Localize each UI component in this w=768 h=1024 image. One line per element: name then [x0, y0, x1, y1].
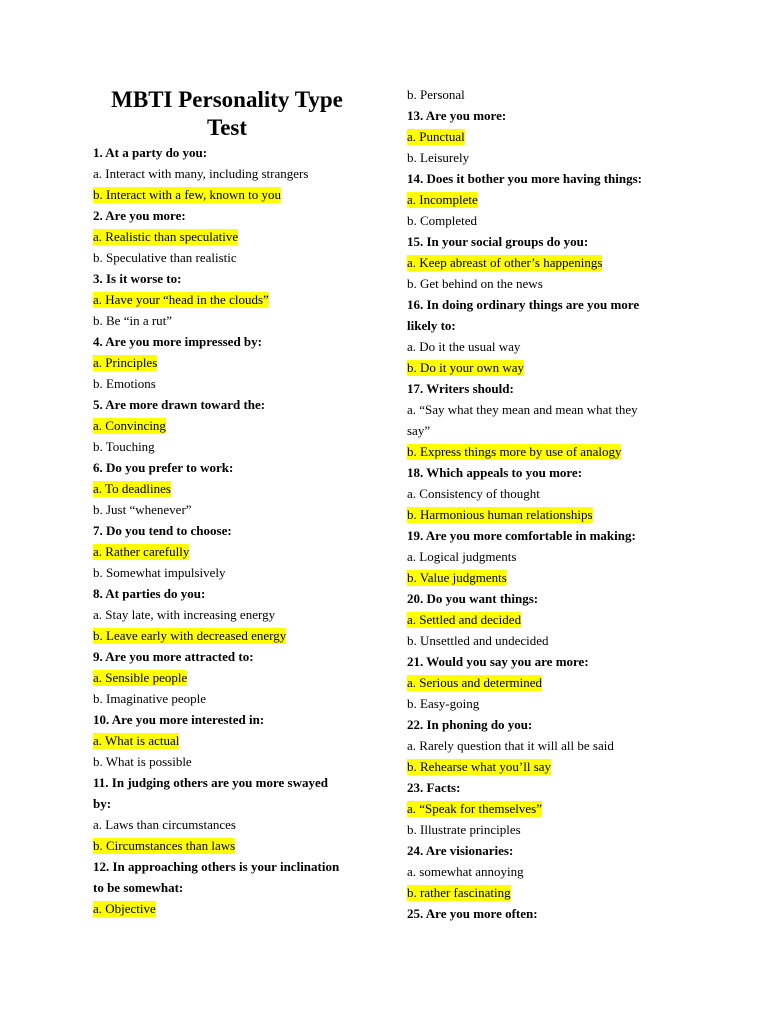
selected-answer-label: b. Harmonious human relationships [407, 507, 593, 522]
answer-option [407, 420, 430, 441]
question-text-label: 3. Is it worse to: [93, 271, 182, 286]
answer-option-label: a. “Say what they mean and mean what they [407, 402, 638, 417]
question-text-label: 11. In judging others are you more swayed [93, 775, 328, 790]
selected-answer [407, 126, 465, 147]
answer-option-label: a. Rarely question that it will all be said [407, 738, 614, 753]
selected-answer [407, 756, 551, 777]
question-text-label: 21. Would you say you are more: [407, 654, 589, 669]
question-text-label: 2. Are you more: [93, 208, 186, 223]
answer-option-label: say” [407, 423, 431, 438]
selected-answer-label: a. Rather carefully [93, 544, 190, 559]
answer-option [407, 210, 477, 231]
selected-answer [407, 882, 511, 903]
question-text [93, 709, 264, 730]
question-text [93, 877, 183, 898]
selected-answer-label: a. “Speak for themselves” [407, 801, 543, 816]
answer-option [407, 336, 520, 357]
selected-answer-label: b. Value judgments [407, 570, 507, 585]
answer-option-label: a. Interact with many, including strangers [93, 166, 309, 181]
selected-answer-label: b. Rehearse what you’ll say [407, 759, 552, 774]
question-text-label: 4. Are you more impressed by: [93, 334, 262, 349]
question-text [407, 105, 506, 126]
question-text [93, 646, 254, 667]
answer-option [93, 310, 172, 331]
answer-option-label: b. Easy-going [407, 696, 480, 711]
answer-option [407, 546, 516, 567]
answer-option [93, 373, 156, 394]
selected-answer [93, 226, 238, 247]
answer-option [407, 861, 524, 882]
question-text [407, 588, 538, 609]
selected-answer-label: a. Principles [93, 355, 158, 370]
question-text-label: 9. Are you more attracted to: [93, 649, 254, 664]
selected-answer-label: a. Objective [93, 901, 156, 916]
answer-option-label: a. somewhat annoying [407, 864, 524, 879]
page-title: MBTI Personality Type Test [111, 87, 343, 140]
answer-option [407, 630, 549, 651]
question-text-label: 6. Do you prefer to work: [93, 460, 234, 475]
question-text [407, 294, 639, 315]
question-text-label: 16. In doing ordinary things are you more [407, 297, 640, 312]
selected-answer [93, 730, 179, 751]
selected-answer-label: a. Keep abreast of other’s happenings [407, 255, 603, 270]
question-text [407, 651, 589, 672]
answer-option-label: b. Be “in a rut” [93, 313, 173, 328]
question-text [407, 777, 460, 798]
selected-answer-label: a. What is actual [93, 733, 180, 748]
selected-answer-label: a. Serious and determined [407, 675, 543, 690]
question-text [407, 231, 588, 252]
question-text-label: 7. Do you tend to choose: [93, 523, 232, 538]
answer-option-label: b. Completed [407, 213, 478, 228]
question-text-label: 18. Which appeals to you more: [407, 465, 583, 480]
answer-option [407, 735, 614, 756]
question-text [93, 856, 339, 877]
answer-option-label: b. Get behind on the news [407, 276, 543, 291]
question-text-label: 24. Are visionaries: [407, 843, 514, 858]
answer-option [407, 399, 638, 420]
answer-option [93, 751, 192, 772]
selected-answer [93, 478, 171, 499]
answer-option [407, 273, 543, 294]
question-text [407, 315, 456, 336]
answer-option-label: a. Laws than circumstances [93, 817, 236, 832]
selected-answer-label: a. Punctual [407, 129, 465, 144]
selected-answer [93, 625, 286, 646]
question-text [407, 840, 513, 861]
question-text [93, 142, 207, 163]
question-text-label: to be somewhat: [93, 880, 184, 895]
selected-answer-label: a. Sensible people [93, 670, 188, 685]
question-text-label: likely to: [407, 318, 456, 333]
selected-answer [93, 415, 166, 436]
question-text [407, 168, 642, 189]
answer-option-label: a. Stay late, with increasing energy [93, 607, 276, 622]
question-text-label: 8. At parties do you: [93, 586, 206, 601]
answer-option [407, 483, 540, 504]
question-text-label: 1. At a party do you: [93, 145, 208, 160]
answer-option [407, 693, 479, 714]
question-text-label: 12. In approaching others is your inclination [93, 859, 340, 874]
question-text [407, 378, 514, 399]
answer-option-label: b. Emotions [93, 376, 156, 391]
selected-answer [93, 289, 269, 310]
selected-answer [93, 184, 281, 205]
answer-option [93, 436, 155, 457]
question-text [93, 793, 111, 814]
selected-answer [93, 541, 189, 562]
question-text [93, 205, 186, 226]
answer-option [407, 147, 469, 168]
question-text [93, 457, 233, 478]
question-text-label: 23. Facts: [407, 780, 461, 795]
answer-option [93, 499, 192, 520]
answer-option-label: b. Touching [93, 439, 155, 454]
selected-answer-label: b. Leave early with decreased energy [93, 628, 287, 643]
selected-answer-label: a. Settled and decided [407, 612, 522, 627]
question-text-label: 17. Writers should: [407, 381, 514, 396]
selected-answer-label: a. Incomplete [407, 192, 478, 207]
answer-option-label: b. Just “whenever” [93, 502, 192, 517]
answer-option-label: b. Leisurely [407, 150, 470, 165]
question-text-label: 19. Are you more comfortable in making: [407, 528, 636, 543]
selected-answer [407, 504, 593, 525]
question-text-label: 20. Do you want things: [407, 591, 539, 606]
answer-option [407, 84, 465, 105]
selected-answer [93, 898, 156, 919]
selected-answer-label: b. Interact with a few, known to you [93, 187, 281, 202]
answer-option [93, 562, 226, 583]
selected-answer-label: b. Circumstances than laws [93, 838, 236, 853]
answer-option-label: b. Illustrate principles [407, 822, 521, 837]
answer-option-label: a. Logical judgments [407, 549, 517, 564]
question-text-label: 22. In phoning do you: [407, 717, 533, 732]
answer-option-label: a. Do it the usual way [407, 339, 521, 354]
answer-option-label: b. Somewhat impulsively [93, 565, 226, 580]
answer-option-label: b. Imaginative people [93, 691, 206, 706]
question-text [407, 525, 636, 546]
selected-answer [407, 441, 621, 462]
answer-option [93, 688, 206, 709]
question-text-label: 25. Are you more often: [407, 906, 538, 921]
selected-answer [93, 835, 235, 856]
selected-answer-label: b. Do it your own way [407, 360, 524, 375]
answer-option-label: b. What is possible [93, 754, 192, 769]
question-text [93, 331, 262, 352]
answer-option [93, 163, 308, 184]
selected-answer [407, 357, 524, 378]
selected-answer [407, 252, 602, 273]
answer-option-label: b. Speculative than realistic [93, 250, 237, 265]
question-text [407, 714, 532, 735]
answer-option-label: a. Consistency of thought [407, 486, 540, 501]
selected-answer [407, 609, 521, 630]
selected-answer [407, 798, 542, 819]
question-text [407, 462, 582, 483]
question-text-label: by: [93, 796, 112, 811]
question-text [93, 394, 265, 415]
selected-answer [407, 672, 542, 693]
question-text [93, 520, 232, 541]
answer-option-label: b. Personal [407, 87, 465, 102]
answer-option-label: b. Unsettled and undecided [407, 633, 549, 648]
selected-answer [407, 189, 478, 210]
answer-option [93, 604, 275, 625]
question-text [93, 772, 328, 793]
question-text-label: 14. Does it bother you more having things: [407, 171, 642, 186]
question-text-label: 10. Are you more interested in: [93, 712, 265, 727]
selected-answer [93, 667, 187, 688]
selected-answer-label: a. Realistic than speculative [93, 229, 239, 244]
selected-answer [407, 567, 507, 588]
selected-answer-label: b. Express things more by use of analogy [407, 444, 622, 459]
question-text [407, 903, 538, 924]
question-text-label: 15. In your social groups do you: [407, 234, 589, 249]
answer-option [407, 819, 521, 840]
question-text-label: 13. Are you more: [407, 108, 507, 123]
question-text [93, 583, 205, 604]
answer-option [93, 247, 237, 268]
answer-option [93, 814, 236, 835]
selected-answer-label: b. rather fascinating [407, 885, 511, 900]
selected-answer-label: a. To deadlines [93, 481, 171, 496]
question-text-label: 5. Are more drawn toward the: [93, 397, 266, 412]
selected-answer [93, 352, 157, 373]
selected-answer-label: a. Convincing [93, 418, 166, 433]
question-text [93, 268, 181, 289]
selected-answer-label: a. Have your “head in the clouds” [93, 292, 269, 307]
